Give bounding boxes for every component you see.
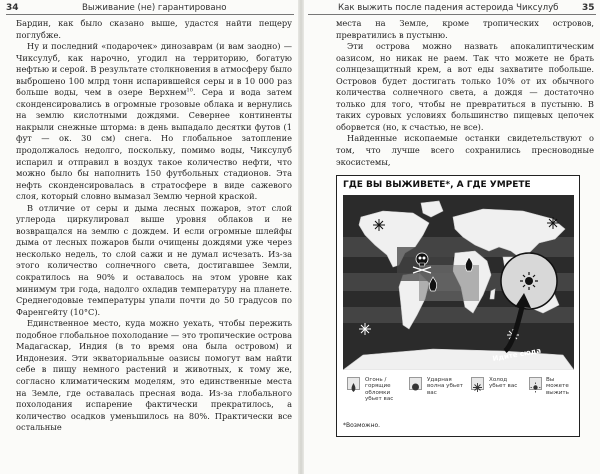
paragraph: места на Земле, кроме тропических островов, превратились в пустыню. xyxy=(336,18,594,40)
paragraph: В отличие от серы и дыма лесных пожаров, этот слой углерода циркулировал выше уровня облаков и не возвращался на землю с дождем. И если огромные шлейфы дыма от лесных пожаров были очищены дождями уже через несколько недель, то слой сажи и не думал исчезать. Из-за этого количество солнечного света, достигавшее Земли, сократилось на 90% и оставалось на этом уровне как минимум три года, надолго охладив температуру на планете. Среднегодовые температуры упали почти до 50 градусов по Фаренгейту (10°С). xyxy=(16,202,292,317)
footnote-ref: 10 xyxy=(186,87,193,94)
paragraph: Найденные ископаемые останки свидетельствуют о том, что лучше всего сохранились пресноводные экосистемы, xyxy=(336,133,594,167)
right-header-rule xyxy=(308,14,596,15)
figure-title: ГДЕ ВЫ ВЫЖИВЕТЕ*, А ГДЕ УМРЕТЕ xyxy=(343,180,531,190)
greenland xyxy=(421,201,443,217)
legend-cold-label: Холод убьет вас xyxy=(489,377,518,390)
legend-cold-box xyxy=(471,377,484,390)
right-page-number: 35 xyxy=(582,3,595,13)
map-legend xyxy=(343,373,574,413)
survival-map-figure xyxy=(336,175,580,437)
paragraph: Бардин, как было сказано выше, удастся найти пещеру поглубже. xyxy=(16,18,292,40)
arrow-label: Идите сюда xyxy=(491,346,542,363)
left-page-number: 34 xyxy=(6,3,19,13)
world-map xyxy=(343,195,574,370)
left-header-rule xyxy=(6,14,294,15)
left-running-head: Выживание (не) гарантировано xyxy=(82,3,227,13)
legend-sun-box xyxy=(529,377,542,390)
legend-fire-box xyxy=(347,377,360,390)
left-page xyxy=(0,0,298,474)
paragraph: Единственное место, куда можно уехать, чтобы пережить подобное глобальное похолодание — это тропические острова Мадагаскар, Индия (в то время она была островом) и Индонезия. Эти экваториальные оазисы помогут вам найти себе в пищу немного растений и животных, к тому же, согласно климатическим моделям, это единственные места на Земле, где оставалась пресная вода. Из-за глобального похолодания испарение фактически прекратилось, а количество осадков уменьшилось на 80%. Практически все остальные xyxy=(16,318,292,433)
legend-shockwave-box xyxy=(409,377,422,390)
legend-fire-label: Огонь / горящие обломки убьет вас xyxy=(365,377,394,403)
legend-shockwave-label: Ударная волна убьет вас xyxy=(427,377,463,396)
paragraph: Ну и последний «подарочек» динозаврам (и вам заодно) — Чиксулуб, как нарочно, угодил на территорию, богатую нефтью и серой. В результате столкновения в атмосферу было выброшено 100 млрд тонн испарившейся серы и в 10 000 раз больше воды, чем в озере Верхнем$^{10}$. Сера и вода затем сконденсировались в огромные грозовые облака и вернулись на землю кислотными дождями. Севернее континенты накрыли снежные шторма: в день выпадало десятки футов (1 фут — ок. 30 см) снега. Но глобальное затопление продолжалось недолго, поскольку, помимо воды, Чиксулуб испарил и отправил в воздух такое количество нефти, что можно было бы наполнить 150 футбольных стадионов. Эта нефть сконденсировалась в стратосфере в виде сажевого слоя, который словно вымазал Землю черной краской. xyxy=(16,41,292,202)
right-body-text xyxy=(336,18,594,168)
paragraph: Эти острова можно назвать апокалиптическим оазисом, но никак не раем. Так что можете не брать солнцезащитный крем, а вот еды захватите побольше. Островов будет достигать только 10% от их обычного количества солнечного света, а дождя — достаточно только для того, чтобы не превратиться в пустыню. В таких суровых условиях большинство пищевых цепочек оборвется (но, к счастью, не все). xyxy=(336,41,594,132)
left-body-text xyxy=(16,18,292,434)
right-running-head: Как выжить после падения астероида Чиксулуб xyxy=(338,3,559,13)
legend-sun-label: Вы можете выжить xyxy=(546,377,569,396)
figure-footnote: *Возможно. xyxy=(343,422,381,429)
